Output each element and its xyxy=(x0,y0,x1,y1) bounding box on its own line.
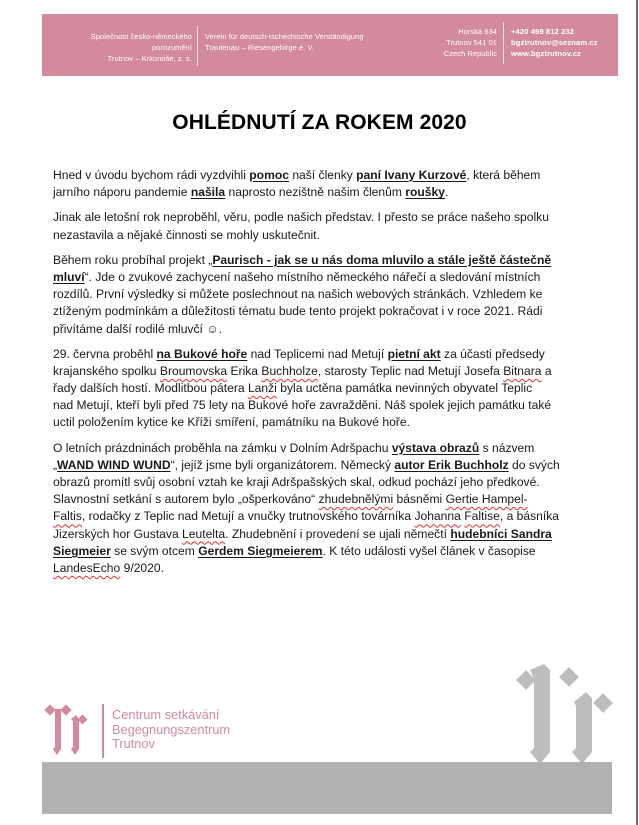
text-line xyxy=(53,380,613,397)
spellcheck-flagged-text: Gertie Hampel- xyxy=(445,492,528,507)
address-line: Horská 634 xyxy=(458,27,497,36)
text-segment: a xyxy=(541,363,552,378)
text-segment: krajanského spolku xyxy=(53,363,160,378)
text-segment: uctil položením kytice ke Kříži smíření, památníku na Bukové hoře. xyxy=(53,415,410,430)
text-segment: za účasti předsedy xyxy=(440,346,545,361)
spellcheck-flagged-text: zhudebnělými xyxy=(318,492,394,507)
text-segment: přivítáme další rodilé mluvčí ☺. xyxy=(53,321,222,336)
emphasized-text: paní Ivany Kurzové xyxy=(356,168,467,182)
spellcheck-flagged-text: Lanži xyxy=(247,381,277,396)
text-line xyxy=(53,440,613,457)
text-line xyxy=(53,269,613,286)
emphasized-text: Gerdem Siegmeierem xyxy=(198,543,323,558)
text-line xyxy=(53,474,613,491)
emphasized-text: hudebníci Sandra xyxy=(450,526,552,541)
org-de-line: Verein für deutsch-tschechische Verständigung xyxy=(205,32,364,41)
spellcheck-flagged-text: Faltis xyxy=(53,509,82,524)
text-line xyxy=(53,397,613,414)
text-segment: obrazů promítl svůj osobní vztah ke kraji Adršpašských skal, odkud pochází jeho předkové. xyxy=(53,475,540,489)
banner-divider xyxy=(503,22,504,64)
text-segment: jarního náporu pandemie xyxy=(53,185,191,200)
emphasized-text: mluví xyxy=(53,269,85,284)
tr-logo-glyph xyxy=(44,704,87,755)
text-segment: , a básníka xyxy=(499,509,560,524)
text-segment: Erika xyxy=(227,363,262,378)
contact-block xyxy=(511,26,621,59)
text-line xyxy=(53,491,613,508)
website-link[interactable]: www.bgztrutnov.cz xyxy=(511,49,582,58)
text-line xyxy=(53,543,613,560)
address-line: Czech Republic xyxy=(443,49,497,58)
text-line xyxy=(53,252,613,269)
center-name-line: Trutnov xyxy=(112,736,155,751)
text-segment: byla uctěna památka nevinných obyvatel Teplic xyxy=(276,381,533,396)
emphasized-text: pomoc xyxy=(249,168,289,182)
text-segment: 29. června proběhl xyxy=(53,346,157,361)
org-name-czech xyxy=(52,31,192,64)
text-segment: “. Jde o zvukové zachycení našeho místního německého nářečí a sledování místních xyxy=(84,269,541,284)
text-segment: Slavnostní setkání s autorem bylo „ošperkováno“ xyxy=(53,492,319,507)
footer-divider xyxy=(102,704,104,758)
emphasized-text: pietní akt xyxy=(387,346,441,361)
spellcheck-flagged-text: Faltise xyxy=(464,509,500,524)
document-body xyxy=(53,167,613,585)
text-segment: . Zhudebnění i provedení se ujali němečtí xyxy=(225,526,451,541)
text-segment: „ xyxy=(53,457,58,472)
emphasized-text: WAND WIND WUND xyxy=(57,457,171,472)
text-line xyxy=(53,184,613,201)
spellcheck-flagged-text: Buchholze xyxy=(261,363,318,378)
text-segment: “, jejíž jsme byli organizátorem. Německý xyxy=(170,457,395,472)
spellcheck-flagged-text: LandesEcho xyxy=(53,560,121,575)
text-line xyxy=(53,414,613,431)
text-segment: ztíženým podmínkám a důležitosti tématu bude tento projekt pokračovat i v roce 2021. Rádi xyxy=(53,304,543,319)
paragraph xyxy=(53,346,613,432)
text-line xyxy=(53,346,613,363)
banner-divider xyxy=(197,26,198,66)
spellcheck-flagged-text: Bitnara xyxy=(503,363,542,378)
text-line xyxy=(53,227,613,244)
text-segment: , starosty Teplic nad Metují Josefa xyxy=(317,363,504,378)
address-line: Trutnov 541 01 xyxy=(446,38,497,47)
header-banner xyxy=(42,14,618,76)
text-segment: básněmi xyxy=(393,492,446,507)
emphasized-text: Paurisch xyxy=(212,252,264,267)
emphasized-text: autor Erik xyxy=(394,457,455,472)
spellcheck-flagged-text: Broumovska xyxy=(159,363,228,378)
center-name-line: Centrum setkávání xyxy=(112,707,220,722)
text-segment: naší členky xyxy=(288,168,357,182)
text-segment: , rodačky z Teplic nad Metují a vnučky trutnovského továrníka xyxy=(81,509,415,524)
text-segment: se svým otcem xyxy=(110,543,199,558)
paragraph xyxy=(53,440,613,578)
phone-number: +420 499 812 232 xyxy=(511,27,575,36)
text-segment: O letních prázdninách proběhla na zámku v Dolním Adršpachu xyxy=(53,440,392,455)
text-line xyxy=(53,526,613,543)
footer-bar xyxy=(42,762,612,814)
text-line xyxy=(53,303,613,320)
text-line xyxy=(53,321,613,338)
org-cz-line: Společnost česko-německého porozumění xyxy=(90,32,192,52)
text-segment: nezastavila a nějaké činnosti se mohly uskutečnit. xyxy=(53,227,320,242)
paragraph xyxy=(53,209,613,243)
text-segment: nad Metují, kteří byli před 75 lety na Bukové hoře zavražděni. Náš spolek jejich památku také xyxy=(53,398,552,413)
text-segment: rozdílů. První výsledky si můžete poslechnout na našich webových stránkách. Vzhledem ke xyxy=(53,287,543,302)
tr-logo-icon xyxy=(44,703,92,759)
text-line xyxy=(53,560,613,577)
spellcheck-flagged-text: Leutelta xyxy=(182,526,226,541)
emphasized-text: roušky xyxy=(405,185,445,200)
emphasized-text: Siegmeier xyxy=(53,543,111,558)
text-segment: 9/2020. xyxy=(120,560,164,575)
text-segment: řady dalších hostí. Modlitbou pátera xyxy=(53,381,248,396)
org-de-line: Trautenau – Riesengebirge e. V. xyxy=(205,43,314,52)
address-block xyxy=(422,26,497,59)
emphasized-text: výstava obrazů xyxy=(391,440,480,455)
text-segment: do svých xyxy=(508,457,560,472)
text-segment: Hned v úvodu bychom rádi vyzdvihli xyxy=(53,168,250,182)
text-segment: Jinak ale letošní rok neproběhl, věru, podle našich představ. I přesto se práce našeho spolku xyxy=(53,210,549,225)
center-name-line: Begegnungszentrum xyxy=(112,721,231,737)
org-cz-line: Trutnov – Krkonoše, z. s. xyxy=(107,54,192,63)
paragraph xyxy=(53,252,613,338)
text-segment: , která během xyxy=(466,168,541,182)
emphasized-text: našila xyxy=(190,185,226,200)
document-title: OHLÉDNUTÍ ZA ROKEM 2020 xyxy=(172,111,467,134)
text-line xyxy=(53,457,613,474)
paragraph xyxy=(53,167,613,201)
text-segment: s názvem xyxy=(479,440,535,455)
text-segment: . K této události vyšel článek v časopise xyxy=(322,543,536,558)
text-segment: Jizerských hor Gustava xyxy=(53,526,183,541)
text-segment: . xyxy=(444,185,449,200)
center-name xyxy=(112,708,230,752)
text-line xyxy=(53,167,613,184)
emphasized-text: na Bukové hoře xyxy=(156,346,248,361)
text-line xyxy=(53,209,613,226)
emphasized-text: - jak se u nás doma mluvilo a stále ještě částečně xyxy=(263,252,552,267)
tr-watermark-glyph xyxy=(516,664,613,764)
emphasized-text: Buchholz xyxy=(454,457,509,472)
text-segment: Během roku probíhal projekt „ xyxy=(53,252,213,267)
spellcheck-flagged-text: Johanna xyxy=(414,509,461,524)
text-segment: nad Teplicemi nad Metují xyxy=(247,346,388,361)
email-link[interactable]: bgztrutnov@seznam.cz xyxy=(511,38,598,47)
text-segment: naprosto nezištně našim členům xyxy=(225,185,406,200)
text-line xyxy=(53,286,613,303)
org-name-german xyxy=(205,31,375,53)
text-line xyxy=(53,508,613,525)
text-line xyxy=(53,363,613,380)
tr-watermark-icon xyxy=(500,640,630,765)
